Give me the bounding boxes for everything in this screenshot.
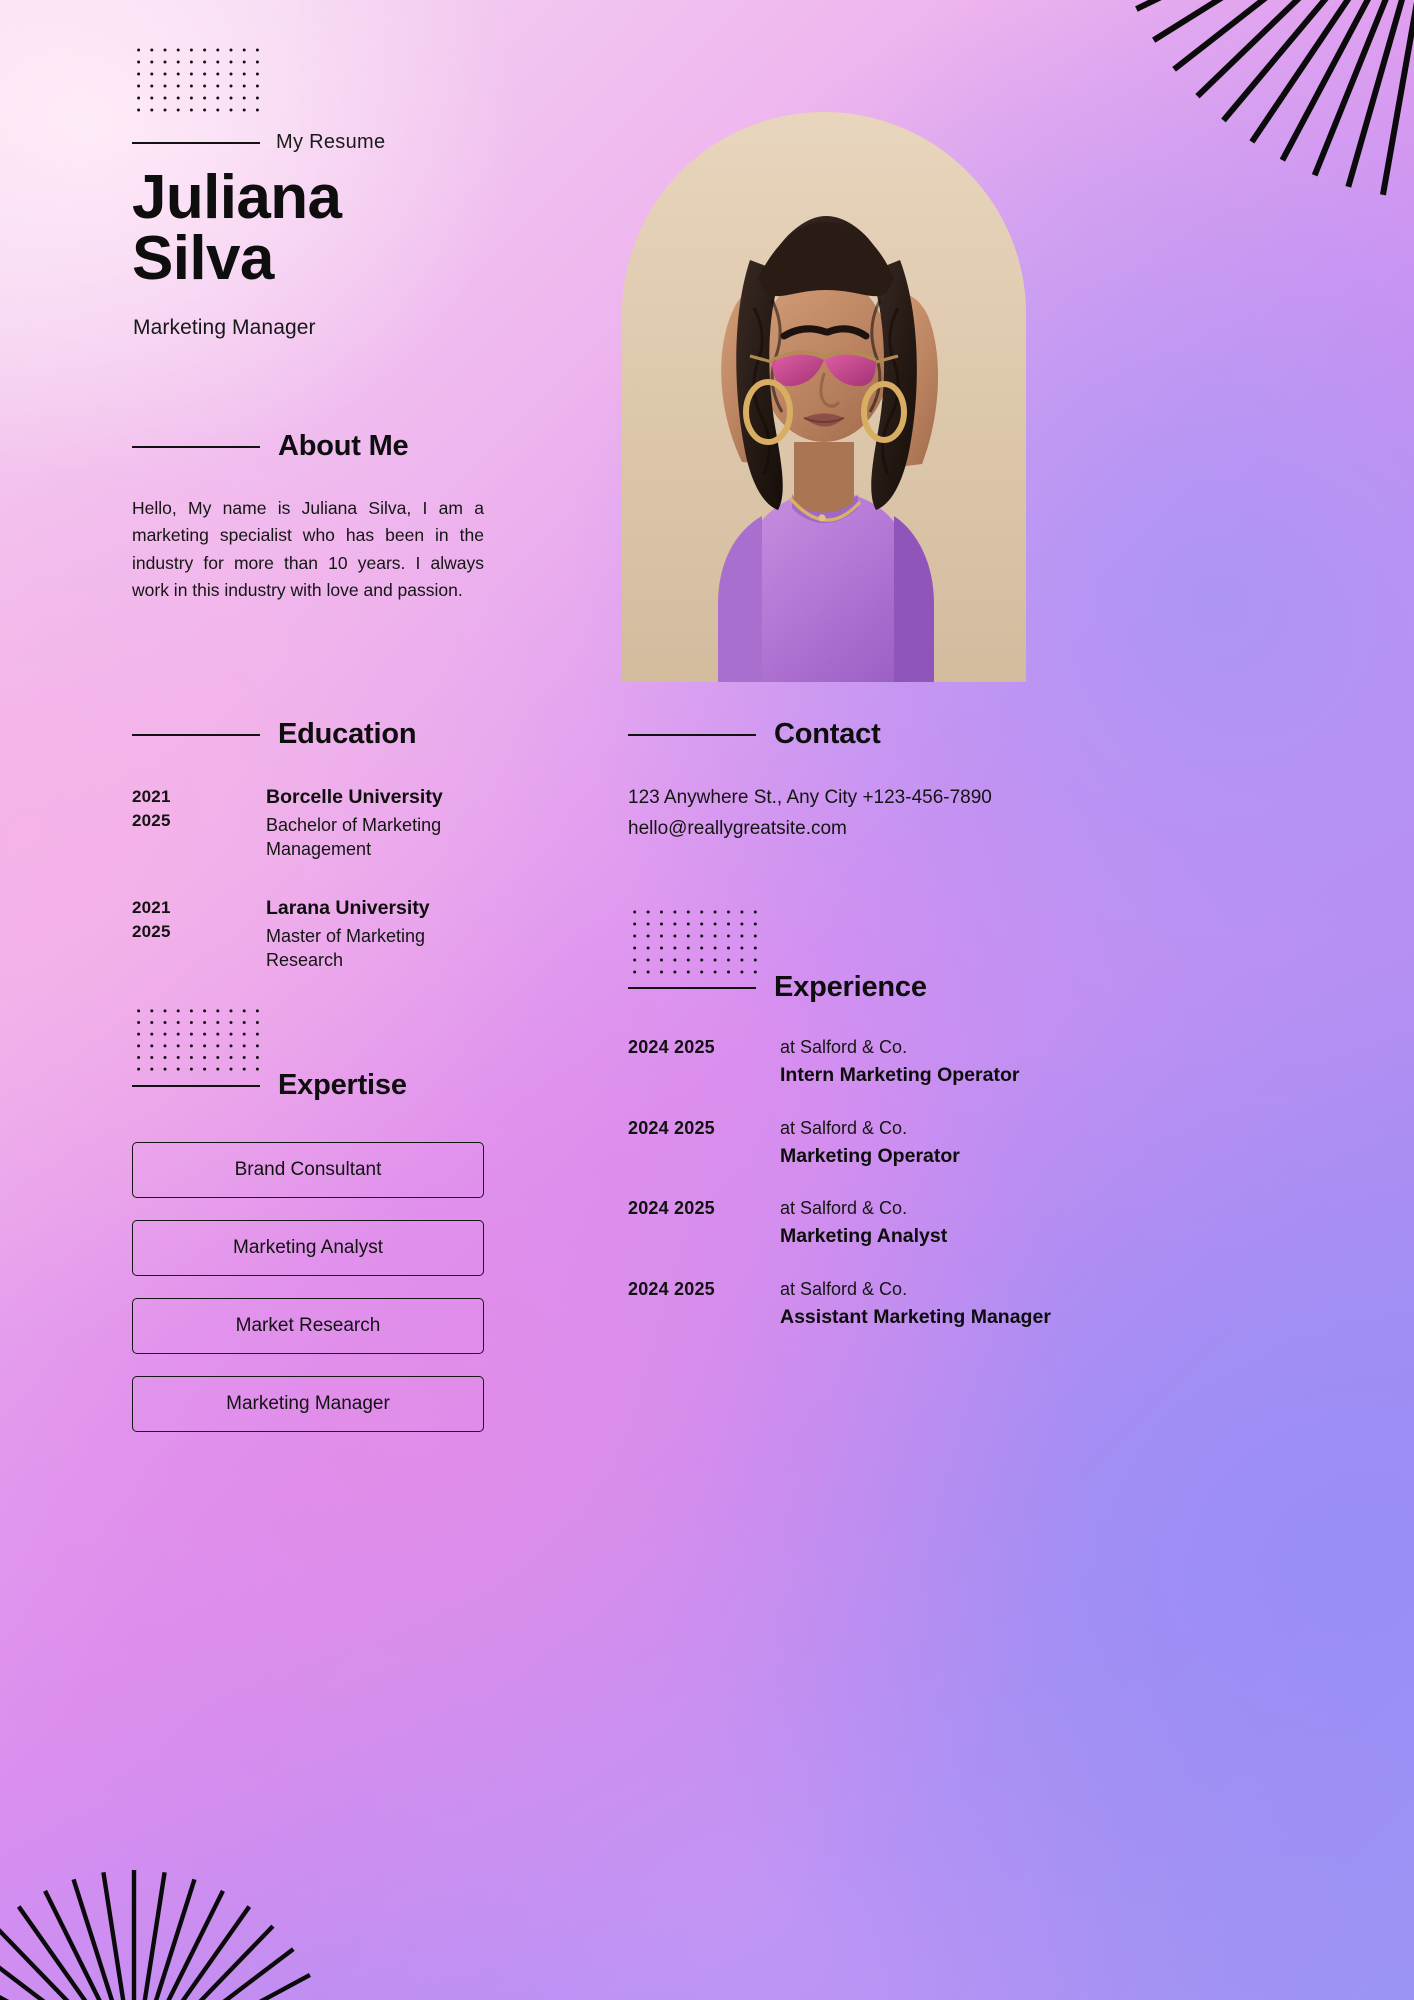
- experience-company: at Salford & Co.: [780, 1278, 908, 1299]
- resume-kicker-row: [132, 131, 480, 154]
- education-rule: [132, 734, 260, 736]
- experience-years: 2024 2025: [628, 1037, 715, 1057]
- experience-item: [628, 1278, 1058, 1331]
- education-item: [132, 896, 494, 973]
- education-list: [132, 785, 494, 973]
- first-name: Juliana: [132, 163, 342, 232]
- experience-years: 2024 2025: [628, 1198, 715, 1219]
- education-years: [132, 785, 266, 862]
- expertise-title: Expertise: [278, 1069, 407, 1101]
- experience-body: [780, 1036, 1058, 1089]
- grain-overlay: [0, 0, 300, 150]
- contact-address: 123 Anywhere St., Any City +123-456-7890: [628, 787, 992, 808]
- resume-kicker: My Resume: [276, 131, 386, 153]
- experience-rule: [628, 987, 756, 989]
- experience-section-header: [628, 971, 1058, 1004]
- experience-company: at Salford & Co.: [780, 1037, 908, 1057]
- experience-years: 2024 2025: [628, 1278, 715, 1299]
- about-section: [132, 430, 484, 622]
- contact-email[interactable]: hello@reallygreatsite.com: [628, 817, 847, 839]
- experience-item: [628, 1197, 1058, 1250]
- experience-section: [628, 971, 1058, 1358]
- experience-job-title: Marketing Operator: [780, 1144, 960, 1167]
- dot-grid-expertise-icon: [132, 1005, 264, 1075]
- education-body: [266, 896, 494, 973]
- sunburst-bottom-left-icon: [0, 1740, 364, 2000]
- education-year-start: 2021: [132, 787, 171, 806]
- education-year-end: 2025: [132, 922, 171, 941]
- contact-title: Contact: [774, 718, 881, 750]
- education-years: [132, 896, 266, 973]
- about-section-header: [132, 430, 484, 463]
- education-item: [132, 785, 494, 862]
- experience-item: [628, 1117, 1058, 1170]
- page-title: [132, 163, 562, 293]
- education-school: Borcelle University: [266, 786, 443, 808]
- education-degree: Master of Marketing Research: [266, 926, 426, 970]
- expertise-item-market-research[interactable]: Market Research: [132, 1298, 484, 1354]
- experience-body: [780, 1278, 1058, 1331]
- experience-job-title: Assistant Marketing Manager: [780, 1305, 1051, 1328]
- contact-rule: [628, 734, 756, 736]
- about-rule: [132, 446, 260, 448]
- portrait-photo: [622, 112, 1026, 682]
- expertise-item-brand-consultant[interactable]: Brand Consultant: [132, 1142, 484, 1198]
- expertise-item-marketing-manager[interactable]: Marketing Manager: [132, 1376, 484, 1432]
- experience-title: Experience: [774, 971, 927, 1003]
- education-school: Larana University: [266, 896, 430, 919]
- contact-section-header: [628, 718, 1048, 751]
- experience-body: [780, 1197, 1058, 1250]
- job-role: Marketing Manager: [133, 316, 316, 339]
- expertise-section: [132, 1069, 484, 1454]
- experience-item: [628, 1036, 1058, 1089]
- education-section-header: [132, 718, 494, 751]
- education-year-end: 2025: [132, 811, 171, 831]
- about-text: Hello, My name is Juliana Silva, I am a marketing specialist who has been in the industry for more than 10 years. I always work in this industry with love and passion.: [132, 498, 484, 601]
- expertise-rule: [132, 1085, 260, 1087]
- experience-years: 2024 2025: [628, 1117, 715, 1138]
- about-title: About Me: [278, 430, 409, 462]
- experience-job-title: Intern Marketing Operator: [780, 1064, 1020, 1087]
- contact-details: [628, 783, 1048, 845]
- dot-grid-experience-icon: [628, 906, 762, 978]
- experience-list: [628, 1036, 1058, 1330]
- education-body: [266, 785, 494, 862]
- education-degree: Bachelor of Marketing Management: [266, 815, 442, 860]
- sunburst-top-right-icon: [972, 0, 1414, 328]
- dot-grid-top-icon: [132, 44, 264, 116]
- experience-job-title: Marketing Analyst: [780, 1225, 948, 1248]
- education-section: [132, 718, 494, 1007]
- kicker-rule: [132, 142, 260, 144]
- experience-company: at Salford & Co.: [780, 1117, 908, 1138]
- experience-body: [780, 1117, 1058, 1170]
- expertise-section-header: [132, 1069, 484, 1102]
- expertise-list: [132, 1142, 484, 1432]
- experience-company: at Salford & Co.: [780, 1198, 908, 1219]
- contact-section: [628, 718, 1048, 845]
- last-name: Silva: [132, 223, 274, 293]
- education-title: Education: [278, 718, 417, 750]
- education-year-start: 2021: [132, 897, 171, 917]
- expertise-item-marketing-analyst[interactable]: Marketing Analyst: [132, 1220, 484, 1276]
